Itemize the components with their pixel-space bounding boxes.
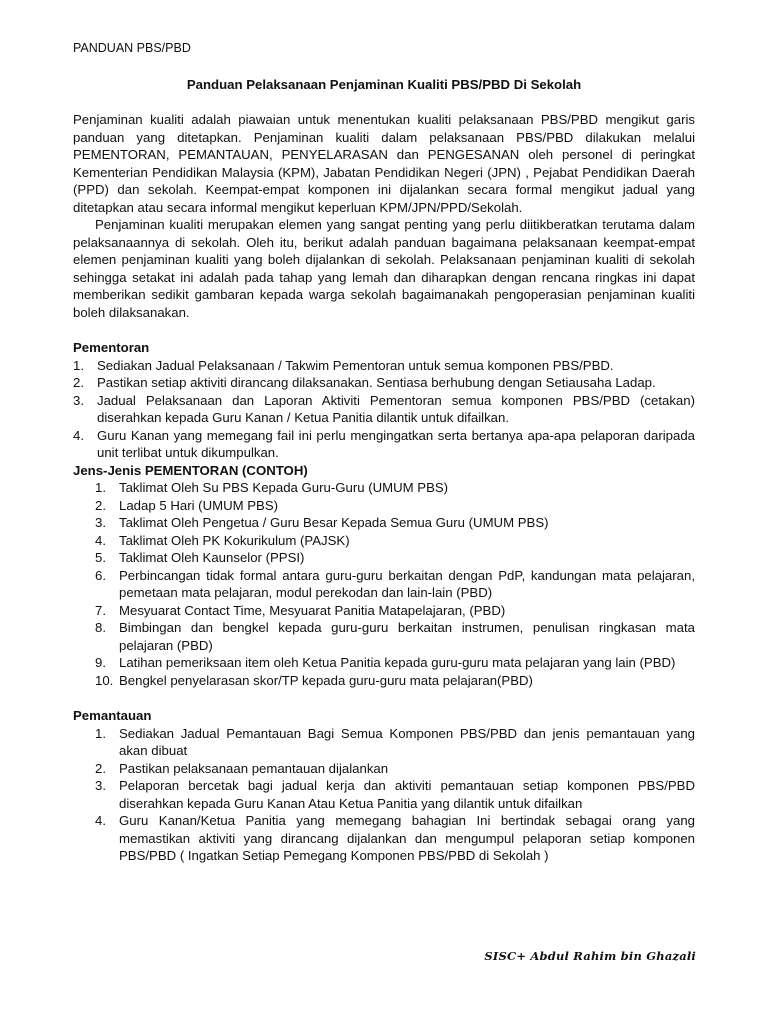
pementoran-list	[73, 357, 695, 462]
list-item	[73, 532, 695, 550]
list-number: 8.	[95, 620, 106, 635]
list-text: Guru Kanan yang memegang fail ini perlu mengingatkan serta bertanya apa-apa pelaporan daripada unit terlibat untuk dikumpulkan.	[97, 427, 695, 460]
list-text: Taklimat Oleh Pengetua / Guru Besar Kepada Semua Guru (UMUM PBS)	[119, 515, 549, 530]
list-item	[73, 374, 695, 392]
intro-paragraph-1: Penjaminan kualiti adalah piawaian untuk menentukan kualiti pelaksanaan PBS/PBD mengikut garis panduan yang ditetapkan. Penjaminan kualiti dalam pelaksanaan PBS/PBD dilakukan melalui PEMENTORAN, PEMANTAUAN, PENYELARASAN dan PENGESANAN oleh personel di peringkat Kementerian Pendidikan Malaysia (KPM), Jabatan Pendidikan Negeri (JPN) , Pejabat Pendidikan Daerah (PPD) dan sekolah. Keempat-empat komponen ini dijalankan secara formal mengikut jadual yang ditetapkan atau secara informal mengikut keperluan KPM/JPN/PPD/Sekolah.	[73, 112, 695, 215]
list-text: Mesyuarat Contact Time, Mesyuarat Panitia Matapelajaran, (PBD)	[119, 602, 506, 618]
list-number: 2.	[73, 375, 84, 390]
list-number: 2.	[95, 497, 106, 513]
list-text: Pelaporan bercetak bagi jadual kerja dan aktiviti pemantauan setiap komponen PBS/PBD diserahkan kepada Guru Kanan Atau Ketua Panitia yang dilantik untuk difailkan	[119, 778, 695, 811]
list-number: 3.	[73, 392, 84, 408]
list-number: 4.	[73, 427, 84, 443]
list-number: 7.	[95, 602, 106, 618]
list-number: 3.	[95, 778, 106, 793]
list-item	[73, 812, 695, 865]
list-text: Pastikan pelaksanaan pemantauan dijalankan	[119, 760, 389, 776]
document-title: Panduan Pelaksanaan Penjaminan Kualiti PBS/PBD Di Sekolah	[186, 76, 582, 92]
list-item	[73, 567, 695, 602]
section-heading-pemantauan: Pemantauan	[73, 708, 152, 723]
list-text: Ladap 5 Hari (UMUM PBS)	[119, 497, 279, 513]
list-number: 1.	[73, 357, 84, 373]
list-text: Pastikan setiap aktiviti dirancang dilaksanakan. Sentiasa berhubung dengan Setiausaha Ladap.	[97, 375, 656, 390]
list-item	[73, 392, 695, 427]
list-number: 9.	[95, 655, 106, 670]
pemantauan-list	[73, 725, 695, 865]
list-number: 6.	[95, 567, 106, 583]
list-text: Taklimat Oleh Kaunselor (PPSI)	[119, 550, 305, 565]
list-item	[73, 514, 695, 532]
list-number: 5.	[95, 550, 106, 565]
list-text: Latihan pemeriksaan item oleh Ketua Panitia kepada guru-guru mata pelajaran yang lain (PBD)	[119, 655, 676, 670]
jenis-pementoran-list	[73, 479, 695, 689]
author-signature: SISC+ Abdul Rahim bin Ghazali	[484, 949, 696, 963]
list-item	[73, 672, 695, 690]
list-text: Guru Kanan/Ketua Panitia yang memegang bahagian Ini bertindak sebagai orang yang memastikan aktiviti yang dirancang dijalankan dan mengumpul pelaporan setiap komponen PBS/PBD ( Ingatkan Setiap Pemegang Komponen PBS/PBD di Sekolah )	[119, 813, 695, 863]
list-text: Bimbingan dan bengkel kepada guru-guru berkaitan instrumen, penulisan ringkasan mata pelajaran (PBD)	[119, 620, 695, 653]
intro-paragraph-2: Penjaminan kualiti merupakan elemen yang sangat penting yang perlu diitikberatkan terutama dalam pelaksanaannya di sekolah. Oleh itu, berikut adalah panduan bagaimana pelaksanaan keempat-empat elemen penjaminan kualiti yang boleh dijalankan di sekolah. Pelaksanaan penjaminan kualiti di sekolah sehingga setakat ini adalah pada tahap yang lemah dan diharapkan dengan rencana ringkas ini dapat memberikan sedikit gambaran kepada warga sekolah bagaimanakah pengoperasian penjaminan kualiti boleh dilaksanakan.	[73, 217, 695, 320]
list-item	[73, 357, 695, 375]
list-item	[73, 479, 695, 497]
list-number: 10.	[95, 672, 114, 688]
list-item	[73, 777, 695, 812]
list-text: Bengkel penyelarasan skor/TP kepada guru-guru mata pelajaran(PBD)	[119, 672, 533, 688]
list-item	[73, 725, 695, 760]
list-text: Taklimat Oleh PK Kokurikulum (PAJSK)	[119, 532, 350, 548]
list-number: 1.	[95, 480, 106, 495]
list-item	[73, 497, 695, 515]
list-number: 4.	[95, 813, 106, 828]
list-text: Perbincangan tidak formal antara guru-guru berkaitan dengan PdP, kandungan mata pelajaran, pemetaan mata pelajaran, modul perekodan dan lain-lain (PBD)	[119, 567, 695, 600]
section-heading-pementoran: Pementoran	[73, 340, 150, 355]
list-text: Jadual Pelaksanaan dan Laporan Aktiviti Pementoran semua komponen PBS/PBD (cetakan) diserahkan kepada Guru Kanan / Ketua Panitia dilantik untuk difailkan.	[97, 392, 695, 425]
page-header: PANDUAN PBS/PBD	[73, 41, 191, 55]
list-number: 4.	[95, 532, 106, 548]
list-item	[73, 760, 695, 778]
list-item	[73, 602, 695, 620]
list-text: Taklimat Oleh Su PBS Kepada Guru-Guru (UMUM PBS)	[119, 480, 449, 495]
list-item	[73, 654, 695, 672]
list-item	[73, 427, 695, 462]
list-text: Sediakan Jadual Pemantauan Bagi Semua Komponen PBS/PBD dan jenis pemantauan yang akan dibuat	[119, 725, 695, 758]
list-item	[73, 549, 695, 567]
list-text: Sediakan Jadual Pelaksanaan / Takwim Pementoran untuk semua komponen PBS/PBD.	[97, 357, 614, 373]
section-heading-jenis-pementoran: Jens-Jenis PEMENTORAN (CONTOH)	[73, 462, 308, 478]
list-number: 2.	[95, 760, 106, 776]
list-number: 3.	[95, 515, 106, 530]
list-number: 1.	[95, 725, 106, 741]
list-item	[73, 619, 695, 654]
